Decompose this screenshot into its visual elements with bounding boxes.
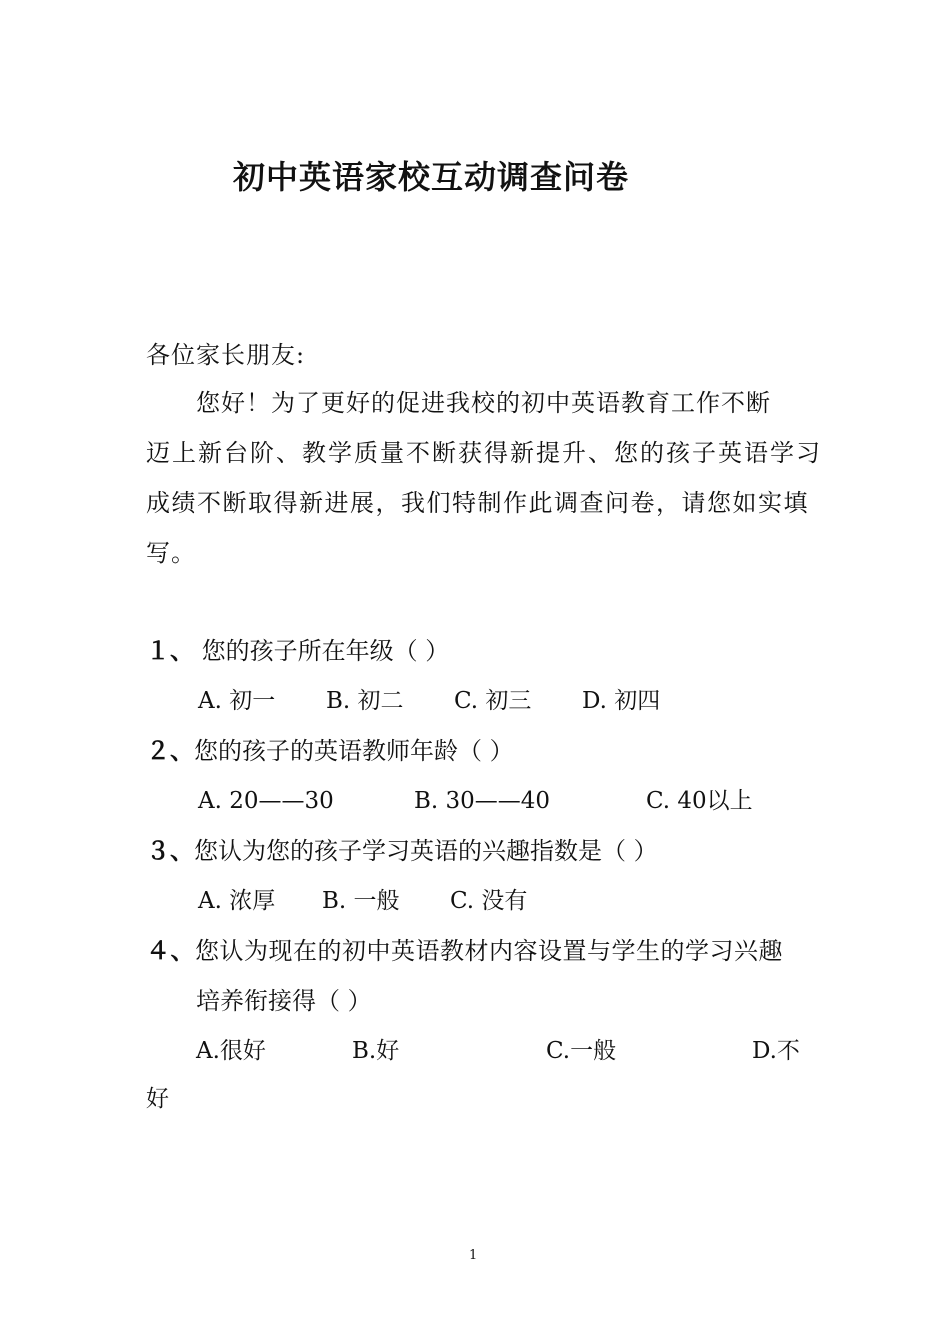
question-2-option-c: C. 40以上 [646, 788, 753, 814]
page-number: 1 [469, 1248, 478, 1263]
question-4-option-d: D.不 [752, 1038, 800, 1064]
question-1-text: 您的孩子所在年级（ ） [194, 637, 450, 665]
intro-line-1: 您好！为了更好的促进我校的初中英语教育工作不断 [196, 389, 771, 417]
intro-line-3: 成绩不断取得新进展，我们特制作此调查问卷，请您如实填 [146, 489, 809, 517]
question-4-option-b: B.好 [352, 1038, 400, 1064]
question-4-option-c: C.一般 [546, 1038, 617, 1064]
question-4-option-a: A.很好 [196, 1038, 266, 1064]
document-title: 初中英语家校互动调查问卷 [233, 158, 630, 196]
question-4-option-d-wrap: 好 [146, 1086, 169, 1112]
question-2 [146, 736, 514, 766]
question-1-number: １、 [146, 637, 194, 665]
question-2-option-a: A. 20——30 [198, 788, 334, 814]
question-4 [146, 936, 783, 966]
question-1-option-d: D. 初四 [582, 688, 661, 714]
question-1-option-b: B. 初二 [326, 688, 404, 714]
question-2-number: ２、 [146, 737, 194, 765]
question-4-text-line-2: 培养衔接得（ ） [196, 987, 372, 1015]
intro-line-2: 迈上新台阶、教学质量不断获得新提升、您的孩子英语学习 [146, 439, 822, 467]
question-3-number: ３、 [146, 837, 194, 865]
question-4-text-line-1: 您认为现在的初中英语教材内容设置与学生的学习兴趣 [195, 937, 783, 965]
salutation: 各位家长朋友: [146, 341, 306, 369]
intro-line-4: 写。 [146, 539, 196, 567]
question-4-number: ４、 [146, 937, 195, 965]
question-2-text: 您的孩子的英语教师年龄（ ） [194, 737, 514, 765]
question-3-option-c: C. 没有 [450, 888, 528, 914]
question-1 [146, 636, 449, 666]
question-3-text: 您认为您的孩子学习英语的兴趣指数是（ ） [194, 837, 658, 865]
question-3 [146, 836, 658, 866]
question-2-option-b: B. 30——40 [414, 788, 551, 814]
question-1-option-a: A. 初一 [198, 688, 276, 714]
question-3-option-a: A. 浓厚 [198, 888, 276, 914]
question-3-option-b: B. 一般 [322, 888, 400, 914]
question-1-option-c: C. 初三 [454, 688, 532, 714]
